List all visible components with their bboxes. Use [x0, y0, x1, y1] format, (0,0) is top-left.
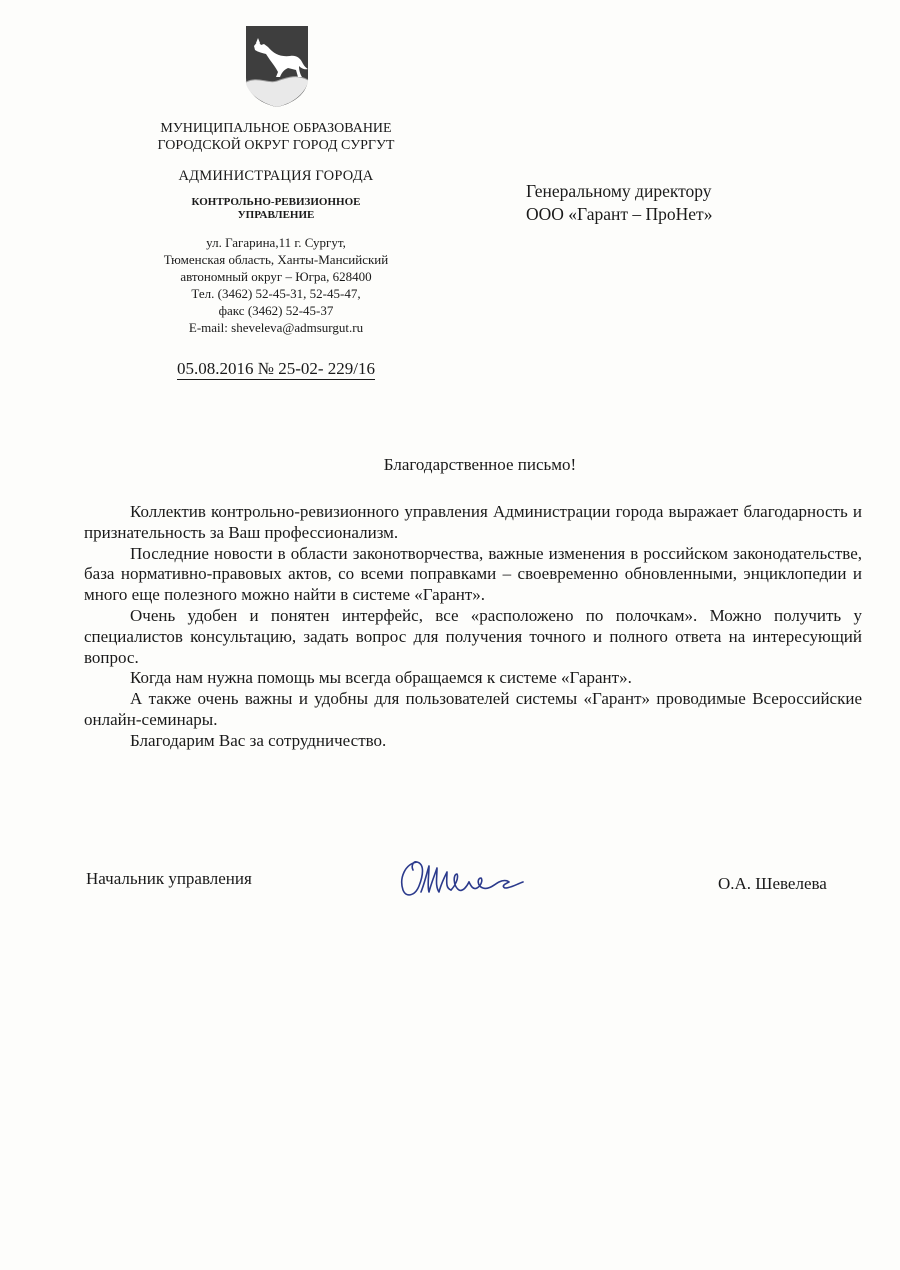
letterhead-department-1: КОНТРОЛЬНО-РЕВИЗИОННОЕ [191, 196, 361, 208]
letterhead [128, 120, 424, 380]
letterhead-address [128, 234, 424, 336]
letter-body [84, 502, 862, 752]
letterhead-administration: АДМИНИСТРАЦИЯ ГОРОДА [178, 168, 374, 184]
letter-title: Благодарственное письмо! [383, 455, 577, 474]
address-line: автономный округ – Югра, 628400 [180, 269, 372, 284]
address-line: ул. Гагарина,11 г. Сургут, [206, 235, 346, 250]
address-line: Тюменская область, Ханты-Мансийский [163, 252, 389, 267]
body-paragraph: Когда нам нужна помощь мы всегда обращаемся к системе «Гарант». [130, 668, 632, 688]
address-line: Тел. (3462) 52-45-31, 52-45-47, [191, 286, 361, 301]
letterhead-line-1: МУНИЦИПАЛЬНОЕ ОБРАЗОВАНИЕ [160, 121, 392, 136]
letterhead-line-2: ГОРОДСКОЙ ОКРУГ ГОРОД СУРГУТ [157, 138, 395, 153]
recipient [526, 180, 712, 226]
address-line: факс (3462) 52-45-37 [218, 303, 334, 318]
body-paragraph: Коллектив контрольно-ревизионного управления Администрации города выражает благодарность и признательность за Ваш профессионализм. [84, 502, 862, 542]
coat-of-arms-icon [244, 24, 310, 108]
date-and-number: 05.08.2016 № 25-02- 229/16 [176, 359, 375, 378]
body-paragraph: А также очень важны и удобны для пользователей системы «Гарант» проводимые Всероссийские онлайн-семинары. [84, 689, 862, 729]
address-line: E-mail: sheveleva@admsurgut.ru [188, 320, 364, 335]
signatory-position: Начальник управления [86, 869, 252, 888]
body-paragraph: Благодарим Вас за сотрудничество. [130, 730, 387, 750]
body-paragraph: Очень удобен и понятен интерфейс, все «расположено по полочкам». Можно получить у специалистов консультацию, задать вопрос для получения точного и полного ответа на интересующий вопрос. [84, 605, 862, 667]
letterhead-department-2: УПРАВЛЕНИЕ [237, 209, 315, 221]
body-paragraph: Последние новости в области законотворчества, важные изменения в российском законодательстве, база нормативно-правовых актов, со всеми поправками – своевременно обновленными, энциклопедии и много еще полезного можно найти в системе «Гарант». [84, 543, 862, 605]
signatory-name: О.А. Шевелева [718, 874, 827, 893]
signature-icon [395, 852, 535, 904]
recipient-line-2: ООО «Гарант – ПроНет» [526, 204, 713, 224]
recipient-line-1: Генеральному директору [526, 181, 712, 201]
